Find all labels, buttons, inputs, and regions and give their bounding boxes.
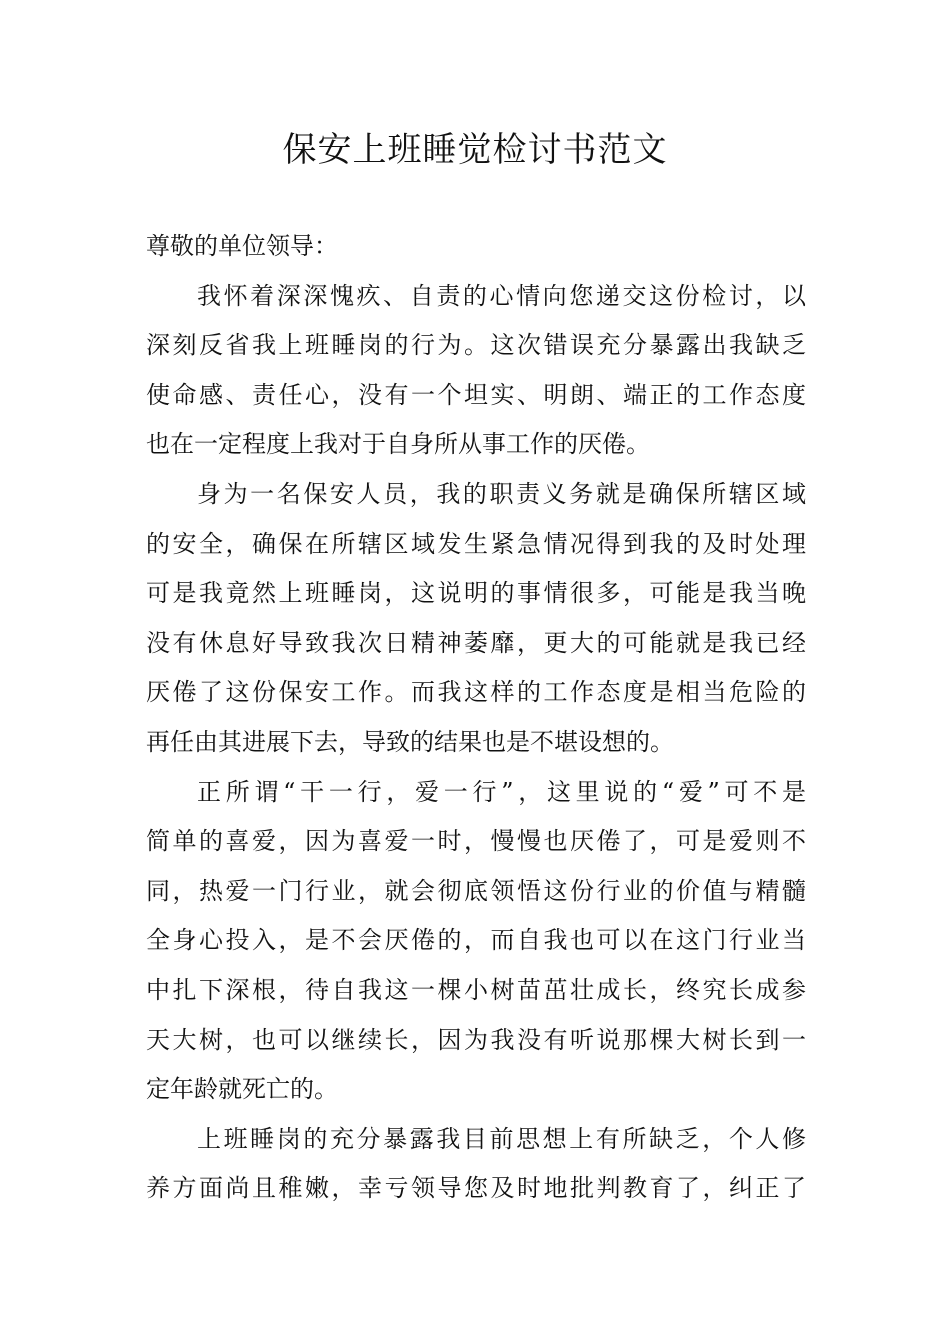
paragraph-line: 正所谓“干一行，爱一行”，这里说的“爱”可不是 [197, 777, 806, 806]
paragraph-line: 再任由其进展下去，导致的结果也是不堪设想的。 [146, 727, 674, 756]
paragraph-1 [146, 272, 806, 470]
document-title: 保安上班睡觉检讨书范文 [282, 130, 668, 170]
paragraph-line: 也在一定程度上我对于自身所从事工作的厌倦。 [146, 430, 650, 459]
paragraph-line: 简单的喜爱，因为喜爱一时，慢慢也厌倦了，可是爱则不 [146, 827, 806, 856]
paragraph-line: 天大树，也可以继续长，因为我没有听说那棵大树长到一 [146, 1025, 806, 1054]
paragraph-line: 可是我竟然上班睡岗，这说明的事情很多，可能是我当晚 [146, 579, 806, 608]
paragraph-line: 中扎下深根，待自我这一棵小树苗茁壮成长，终究长成参 [146, 975, 806, 1004]
paragraph-line: 上班睡岗的充分暴露我目前思想上有所缺乏，个人修 [197, 1124, 806, 1153]
paragraph-line: 全身心投入，是不会厌倦的，而自我也可以在这门行业当 [146, 926, 806, 955]
paragraph-line: 养方面尚且稚嫩，幸亏领导您及时地批判教育了，纠正了 [146, 1174, 806, 1203]
paragraph-2 [146, 470, 806, 768]
paragraph-line: 厌倦了这份保安工作。而我这样的工作态度是相当危险的 [146, 678, 806, 707]
paragraph-line: 的安全，确保在所辖区域发生紧急情况得到我的及时处理 [146, 529, 806, 558]
paragraph-4 [146, 1115, 806, 1214]
greeting-line: 尊敬的单位领导： [146, 232, 338, 260]
paragraph-line: 定年龄就死亡的。 [146, 1075, 338, 1104]
paragraph-line: 使命感、责任心，没有一个坦实、明朗、端正的工作态度 [146, 380, 806, 409]
paragraph-line: 同，热爱一门行业，就会彻底领悟这份行业的价值与精髓 [146, 876, 806, 905]
paragraph-3 [146, 768, 806, 1115]
document-body [146, 222, 806, 1214]
paragraph-line: 身为一名保安人员，我的职责义务就是确保所辖区域 [197, 479, 806, 508]
paragraph-line: 没有休息好导致我次日精神萎靡，更大的可能就是我已经 [146, 628, 806, 657]
paragraph-line: 我怀着深深愧疚、自责的心情向您递交这份检讨，以 [197, 281, 806, 310]
paragraph-line: 深刻反省我上班睡岗的行为。这次错误充分暴露出我缺乏 [146, 331, 806, 360]
